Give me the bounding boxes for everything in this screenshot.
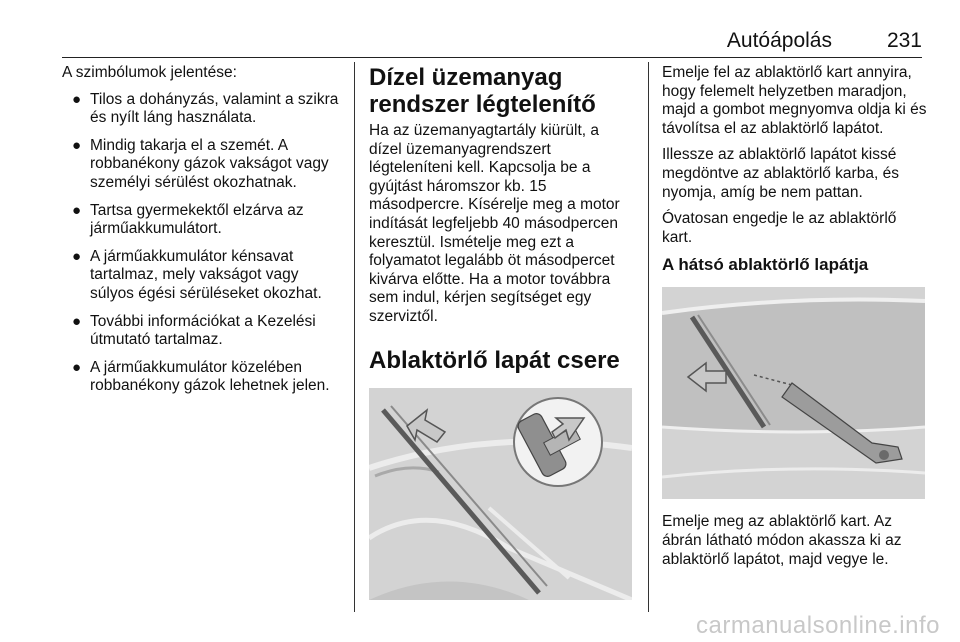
- list-item: ● A járműakkumulátor kénsavat tartalmaz, mely vakságot vagy súlyos égési sérüléseket okozhat.: [72, 247, 322, 302]
- list-item: ● Tilos a dohányzás, valamint a szikra és nyílt láng használata.: [72, 90, 339, 127]
- diesel-bleed-heading: Dízel üzemanyag rendszer légtelenítő: [369, 64, 596, 118]
- rear-wiper-illustration: [662, 287, 925, 499]
- column-2: [369, 64, 635, 600]
- symbols-list: [62, 91, 344, 396]
- wiper-blade-illustration: [369, 388, 632, 600]
- list-item: ● További információkat a Kezelési útmutató tartalmaz.: [72, 312, 316, 349]
- column-3: [662, 64, 928, 577]
- page-number: 231: [886, 29, 922, 52]
- page-header: [62, 26, 922, 56]
- wiper-step-3: Óvatosan engedje le az ablaktörlő kart.: [662, 210, 897, 246]
- page-title: Autóápolás: [726, 29, 832, 52]
- watermark: carmanualsonline.info: [696, 612, 940, 639]
- list-item: ● A járműakkumulátor közelében robbanékony gázok lehetnek jelen.: [72, 358, 330, 395]
- wiper-blade-heading: Ablaktörlő lapát csere: [369, 346, 620, 374]
- column-divider-2: [648, 62, 649, 612]
- bullet-icon: ●: [72, 312, 82, 330]
- header-rule: [62, 57, 922, 58]
- column-1: [62, 64, 344, 405]
- bullet-icon: ●: [72, 201, 82, 219]
- symbols-intro: A szimbólumok jelentése:: [62, 64, 237, 81]
- bullet-icon: ●: [72, 247, 82, 265]
- bullet-icon: ●: [72, 358, 82, 376]
- bullet-icon: ●: [72, 136, 82, 154]
- list-item: ● Mindig takarja el a szemét. A robbanékony gázok vakságot vagy személyi sérülést okozhatnak.: [72, 136, 329, 191]
- column-divider-1: [354, 62, 355, 612]
- diesel-bleed-text: Ha az üzemanyagtartály kiürült, a dízel üzemanyagrendszert légteleníteni kell. Kapcsolja be a gyújtást háromszor kb. 15 másodpercre. Kísérelje meg a motor indítását legfeljebb 40 másodpercen keresztül. Ismételje meg ezt a folyamatot legalább öt másodpercet kivárva előtte. Ha a motor továbbra sem indul, kérjen segítséget egy szerviztől.: [369, 122, 620, 325]
- bullet-icon: ●: [72, 90, 82, 108]
- wiper-step-2: Illessze az ablaktörlő lapátot kissé megdöntve az ablaktörlő karba, és nyomja, amíg be nem pattan.: [662, 146, 899, 201]
- list-item: ● Tartsa gyermekektől elzárva az járműakkumulátort.: [72, 201, 304, 238]
- rear-wiper-heading: A hátsó ablaktörlő lapátja: [662, 255, 869, 275]
- rear-wiper-text: Emelje meg az ablaktörlő kart. Az ábrán látható módon akassza ki az ablaktörlő lapátot, majd vegye le.: [662, 513, 902, 568]
- wiper-step-1: Emelje fel az ablaktörlő kart annyira, hogy felemelt helyzetben maradjon, majd a gombot megnyomva oldja ki és távolítsa el az ablaktörlő lapátot.: [662, 64, 927, 137]
